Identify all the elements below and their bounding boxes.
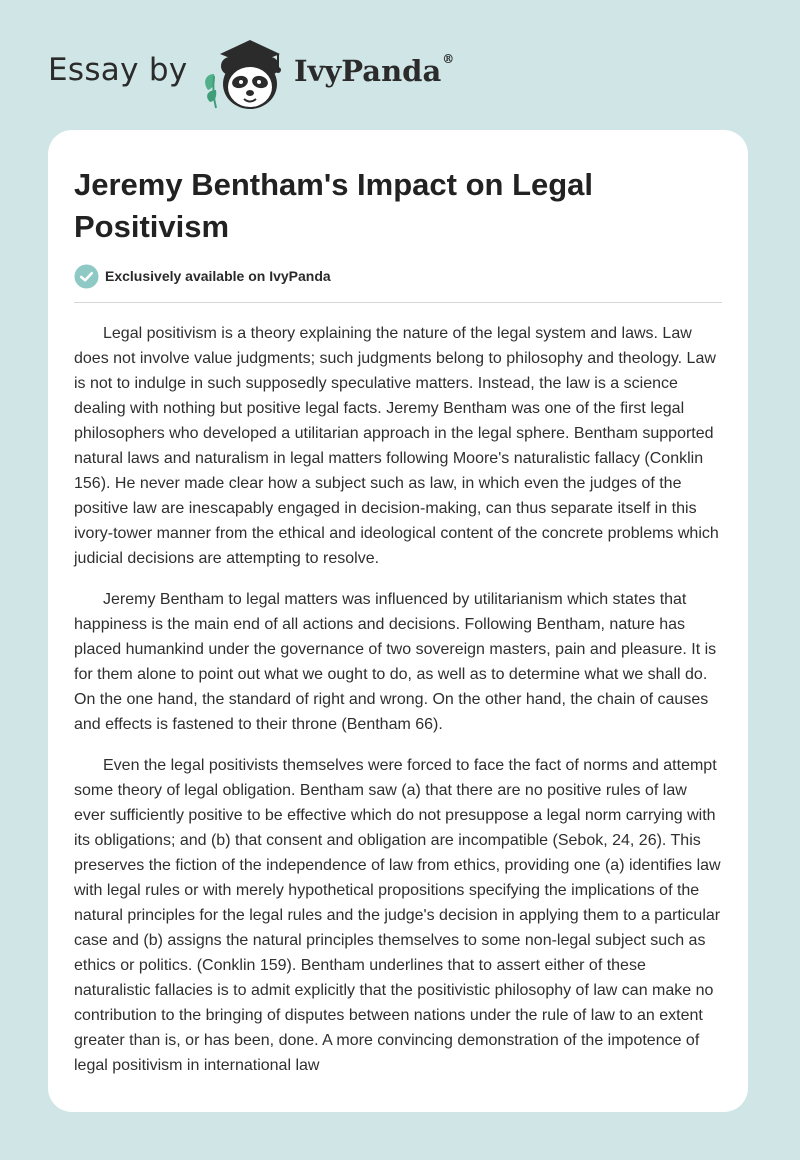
essay-body xyxy=(74,321,722,1094)
essay-by-label: Essay by xyxy=(48,52,188,88)
site-header xyxy=(48,32,568,112)
check-circle-icon xyxy=(74,264,99,289)
essay-card xyxy=(48,130,748,1112)
brand-name[interactable]: IvyPanda® xyxy=(294,52,455,88)
panda-graduation-cap-icon[interactable] xyxy=(200,32,292,112)
exclusive-label: Exclusively available on IvyPanda xyxy=(105,268,331,284)
paragraph-3: Even the legal positivists themselves were forced to face the fact of norms and attempt some theory of legal obligation. Bentham saw (a) that there are no positive rules of law ever sufficiently positive to be effective which do not presuppose a legal norm carrying with its obligations; and (b) that consent and obligation are incompatible (Sebok, 24, 26). This preserves the fiction of the independence of law from ethics, providing one (a) identifies law with legal rules or with merely hypothetical propositions specifying the implications of the natural principles for the legal rules and the judge's decision in applying them to a particular case and (b) assigns the natural principles themselves to some non-legal subject such as ethics or politics. (Conklin 159). Bentham underlines that to assert either of these naturalistic fallacies is to admit explicitly that the positivistic philosophy of law can make no contribution to the bringing of disputes between nations under the rule of law to an extent greater than is, or has been, done. A more convincing demonstration of the impotence of legal positivism in international law xyxy=(74,757,721,1074)
essay-title: Jeremy Bentham's Impact on Legal Positivism xyxy=(74,167,594,244)
paragraph-2: Jeremy Bentham to legal matters was influenced by utilitarianism which states that happiness is the main end of all actions and decisions. Following Bentham, nature has placed humankind under the governance of two sovereign masters, pain and pleasure. It is for them alone to point out what we ought to do, as well as to determine what we shall do. On the one hand, the standard of right and wrong. On the other hand, the chain of causes and effects is fastened to their throne (Bentham 66). xyxy=(74,591,717,733)
paragraph-1: Legal positivism is a theory explaining the nature of the legal system and laws. Law does not involve value judgments; such judgments belong to philosophy and theology. Law is not to indulge in such supposedly speculative matters. Instead, the law is a science dealing with nothing but positive legal facts. Jeremy Bentham was one of the first legal philosophers who developed a utilitarian approach in the legal sphere. Bentham supported natural laws and naturalism in legal matters following Moore's naturalistic fallacy (Conklin 156). He never made clear how a subject such as law, in which even the judges of the positive law are inescapably engaged in decision-making, can thus separate itself in this ivory-tower manner from the ethical and ideological content of the concrete problems which judicial decisions are attempting to resolve. xyxy=(74,325,719,567)
divider xyxy=(74,302,722,303)
exclusive-badge xyxy=(74,263,331,289)
